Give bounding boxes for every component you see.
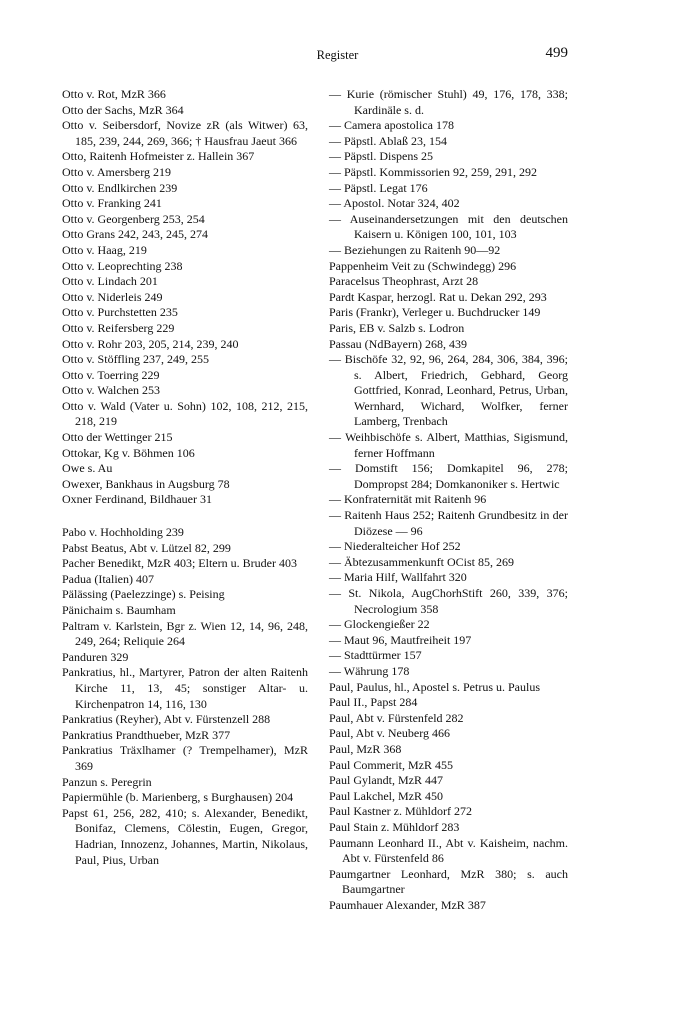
index-entry: Pardt Kaspar, herzogl. Rat u. Dekan 292, 293 xyxy=(329,289,547,304)
index-entry: Otto, Raitenh Hofmeister z. Hallein 367 xyxy=(62,149,255,164)
index-entry: Paracelsus Theophrast, Arzt 28 xyxy=(329,274,479,289)
index-entry: Otto v. Endlkirchen 239 xyxy=(62,180,178,195)
index-entry: Otto v. Reifersberg 229 xyxy=(62,320,175,335)
index-entry: Otto v. Georgenberg 253, 254 xyxy=(62,211,205,226)
index-entry: Paltram v. Karlstein, Bgr z. Wien 12, 14, 96, 248, 249, 264; Reliquie 264 xyxy=(62,618,308,649)
index-entry: Otto v. Haag, 219 xyxy=(62,242,147,257)
index-entry: Otto v. Toerring 229 xyxy=(62,367,160,382)
index-entry: Otto v. Lindach 201 xyxy=(62,274,158,289)
index-entry: Passau (NdBayern) 268, 439 xyxy=(329,336,467,351)
index-column-right xyxy=(329,87,568,913)
index-entry: Paul Lakchel, MzR 450 xyxy=(329,788,443,803)
index-entry: Paul Stain z. Mühldorf 283 xyxy=(329,819,460,834)
index-entry: Oxner Ferdinand, Bildhauer 31 xyxy=(62,492,212,507)
page-number: 499 xyxy=(545,45,568,61)
index-entry: Otto v. Purchstetten 235 xyxy=(62,305,178,320)
index-entry: — Päpstl. Dispens 25 xyxy=(329,149,434,164)
index-entry: Panduren 329 xyxy=(62,649,129,664)
index-entry: — Kurie (römischer Stuhl) 49, 176, 178, 338; Kardinäle s. d. xyxy=(329,87,568,117)
index-entry: — Päpstl. Ablaß 23, 154 xyxy=(329,133,448,148)
index-entry: Paul Gylandt, MzR 447 xyxy=(329,773,443,788)
index-entry: Paul Kastner z. Mühldorf 272 xyxy=(329,804,472,819)
index-entry: — Konfraternität mit Raitenh 96 xyxy=(329,492,487,507)
index-entry: Pänichaim s. Baumham xyxy=(62,603,176,617)
running-header-title: Register xyxy=(316,48,359,62)
index-entry: Otto v. Rot, MzR 366 xyxy=(62,87,166,101)
index-entry: — Stadttürmer 157 xyxy=(329,648,422,663)
index-entry: — Beziehungen zu Raitenh 90—92 xyxy=(329,242,501,257)
index-entry: — Päpstl. Legat 176 xyxy=(329,180,428,195)
index-entry: Owe s. Au xyxy=(62,461,113,476)
index-entry: Otto Grans 242, 243, 245, 274 xyxy=(62,227,208,242)
index-entry: — Auseinandersetzungen mit den deutschen Kaisern u. Königen 100, 101, 103 xyxy=(329,211,568,242)
index-entry: Otto v. Amersberg 219 xyxy=(62,164,171,179)
index-entry: — Weihbischöfe s. Albert, Matthias, Sigismund, ferner Hoffmann xyxy=(329,430,568,460)
index-entry: Padua (Italien) 407 xyxy=(62,571,154,586)
index-entry: Papiermühle (b. Marienberg, s Burghausen) 204 xyxy=(62,790,294,805)
index-entry: Papst 61, 256, 282, 410; s. Alexander, Benedikt, Bonifaz, Clemens, Cölestin, Eugen, Gregor, Hadrian, Innozenz, Johannes, Martin, Nikolaus, Paul, Pius, Urban xyxy=(62,805,308,867)
index-entry: Paul, Abt v. Fürstenfeld 282 xyxy=(329,710,464,725)
index-entry: Paul, Abt v. Neuberg 466 xyxy=(329,726,450,741)
index-entry: — Raitenh Haus 252; Raitenh Grundbesitz in der Diözese — 96 xyxy=(329,508,568,538)
index-entry: Paumann Leonhard II., Abt v. Kaisheim, nachm. Abt v. Fürstenfeld 86 xyxy=(329,835,568,866)
index-entry: Paumhauer Alexander, MzR 387 xyxy=(329,897,486,912)
index-entry: Ottokar, Kg v. Böhmen 106 xyxy=(62,445,195,460)
index-entry: Paumgartner Leonhard, MzR 380; s. auch Baumgartner xyxy=(329,866,568,897)
index-entry: Pälässing (Paelezzinge) s. Peising xyxy=(62,587,225,602)
index-entry: — St. Nikola, AugChorhStift 260, 339, 376; Necrologium 358 xyxy=(329,586,568,616)
index-entry: Paul II., Papst 284 xyxy=(329,695,418,710)
index-entry: Pankratius (Reyher), Abt v. Fürstenzell 288 xyxy=(62,712,271,727)
index-entry: — Camera apostolica 178 xyxy=(329,118,454,133)
index-column-left xyxy=(62,87,308,868)
index-entry: Pabo v. Hochholding 239 xyxy=(62,525,184,540)
index-entry: — Bischöfe 32, 92, 96, 264, 284, 306, 384, 396; s. Albert, Friedrich, Gebhard, Georg Gottfried, Konrad, Leonhard, Petrus, Urban, Wernhard, Wichard, Wolfker, ferner Lamberg, Trenbach xyxy=(329,352,568,429)
index-entry: — Maut 96, Mautfreiheit 197 xyxy=(329,632,472,647)
index-entry: Paris, EB v. Salzb s. Lodron xyxy=(329,320,465,335)
index-entry: Panzun s. Peregrin xyxy=(62,774,152,789)
index-entry: Pabst Beatus, Abt v. Lützel 82, 299 xyxy=(62,540,231,555)
index-entry: Pankratius, hl., Martyrer, Patron der alten Raitenh Kirche 11, 13, 45; sonstiger Altar- u. Kirchenpatron 14, 116, 130 xyxy=(62,665,308,711)
index-entry: — Äbtezusammenkunft OCist 85, 269 xyxy=(329,554,514,569)
index-entry: — Glockengießer 22 xyxy=(329,617,430,632)
index-entry: — Apostol. Notar 324, 402 xyxy=(329,196,460,211)
index-entry: — Päpstl. Kommissorien 92, 259, 291, 292 xyxy=(329,164,538,179)
index-entry: Otto v. Walchen 253 xyxy=(62,383,161,398)
index-entry: Otto v. Stöffling 237, 249, 255 xyxy=(62,352,210,367)
index-entry: — Währung 178 xyxy=(329,663,410,678)
index-entry: Otto v. Seibersdorf, Novize zR (als Witwer) 63, 185, 239, 244, 269, 366; † Hausfrau Jaeut 366 xyxy=(62,118,308,148)
index-entry: Otto der Sachs, MzR 364 xyxy=(62,102,184,117)
index-entry: Otto v. Wald (Vater u. Sohn) 102, 108, 212, 215, 218, 219 xyxy=(62,398,308,429)
index-entry: Owexer, Bankhaus in Augsburg 78 xyxy=(62,476,230,491)
index-entry: Paul, Paulus, hl., Apostel s. Petrus u. Paulus xyxy=(329,679,541,694)
index-entry: Paul, MzR 368 xyxy=(329,741,402,756)
index-entry: Otto v. Leoprechting 238 xyxy=(62,258,183,273)
index-entry: Pacher Benedikt, MzR 403; Eltern u. Bruder 403 xyxy=(62,556,297,571)
section-gap xyxy=(62,508,308,525)
index-entry: Paul Commerit, MzR 455 xyxy=(329,757,453,772)
index-entry: — Domstift 156; Domkapitel 96, 278; Dompropst 284; Domkanoniker s. Hertwic xyxy=(329,461,568,491)
index-entry: Otto v. Franking 241 xyxy=(62,196,162,211)
index-entry: Otto v. Niderleis 249 xyxy=(62,289,163,304)
index-entry: Otto v. Rohr 203, 205, 214, 239, 240 xyxy=(62,336,239,351)
index-entry: Pankratius Träxlhamer (? Trempelhamer), MzR 369 xyxy=(62,743,308,773)
index-entry: — Niederalteicher Hof 252 xyxy=(329,539,461,554)
index-entry: Paris (Frankr), Verleger u. Buchdrucker 149 xyxy=(329,305,541,320)
index-entry: Otto der Wettinger 215 xyxy=(62,430,173,445)
index-entry: Pankratius Prandthueber, MzR 377 xyxy=(62,727,231,742)
index-entry: — Maria Hilf, Wallfahrt 320 xyxy=(329,570,467,585)
index-entry: Pappenheim Veit zu (Schwindegg) 296 xyxy=(329,258,517,273)
